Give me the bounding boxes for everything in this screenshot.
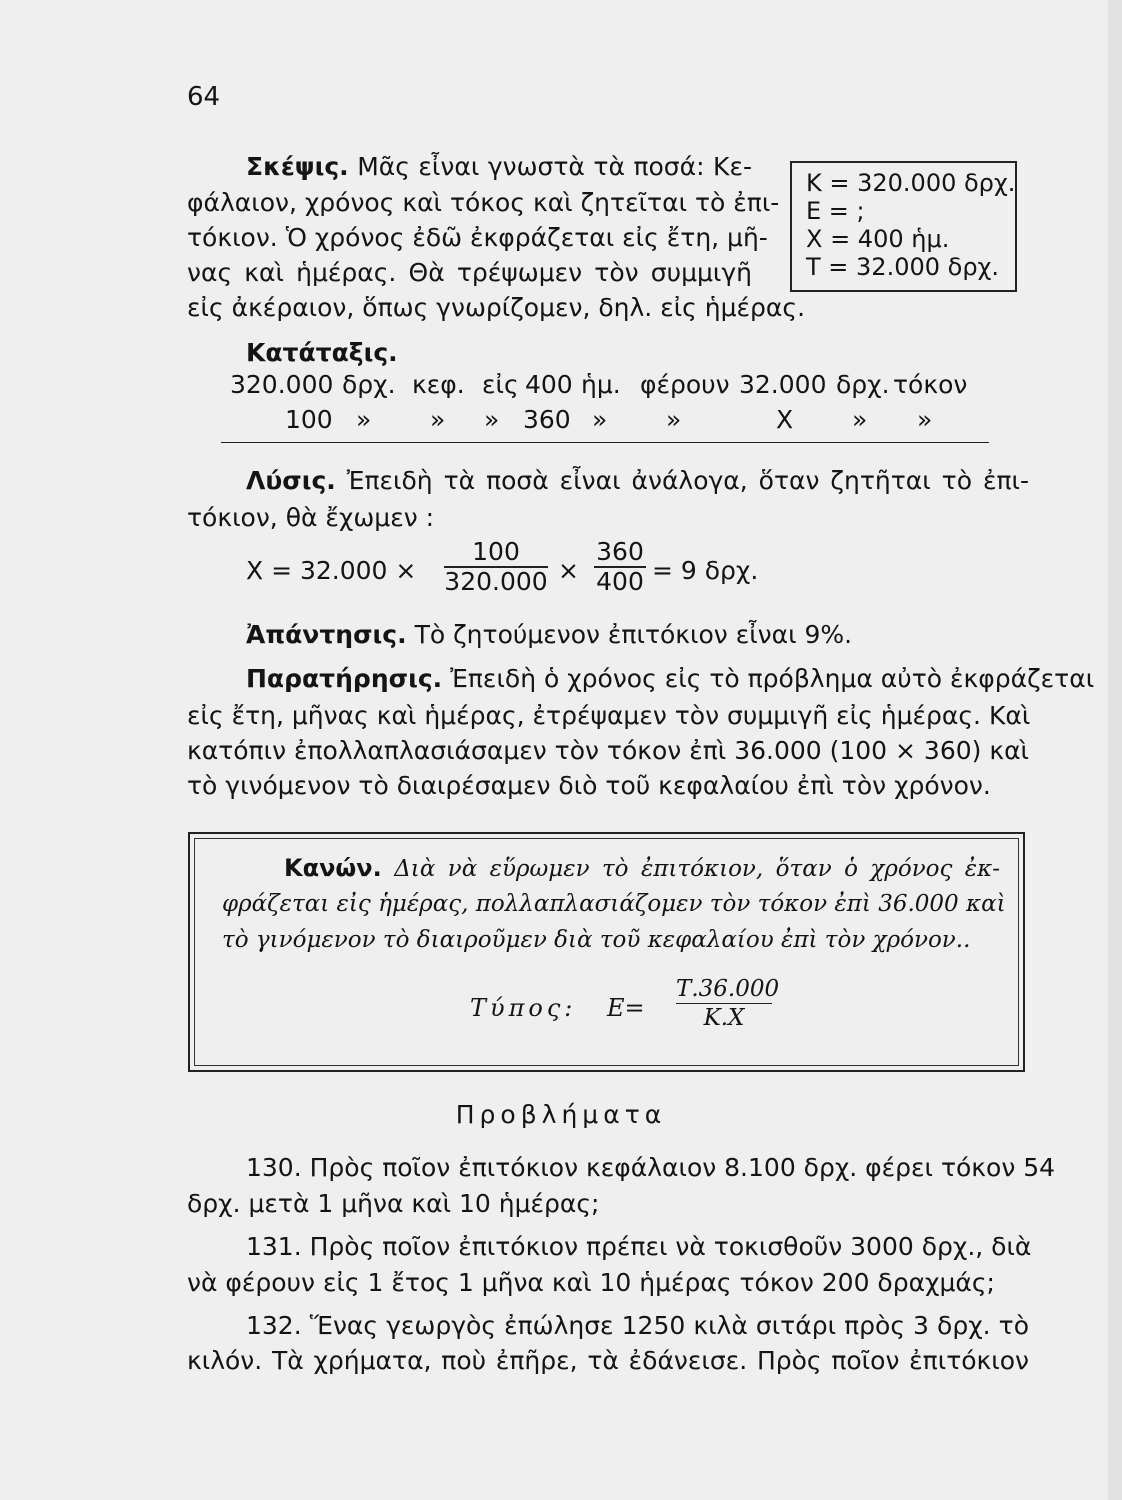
typos-label: Τύπος: bbox=[470, 994, 577, 1022]
paratirisis-text-1: Ἐπειδὴ ὁ χρόνος εἰς τὸ πρόβλημα αὐτὸ ἐκφράζεται bbox=[450, 664, 1095, 693]
typos-fraction bbox=[676, 975, 780, 1032]
formula-lhs: Χ = 32.000 × bbox=[246, 556, 417, 585]
k2-ditto-5: » bbox=[666, 405, 682, 434]
given-rate: Ε = ; bbox=[806, 197, 865, 225]
apantisis-text: Τὸ ζητούμενον ἐπιτόκιον εἶναι 9%. bbox=[414, 620, 853, 649]
problem-131-text-1: Πρὸς ποῖον ἐπιτόκιον πρέπει νὰ τοκισθοῦν 3000 δρχ., διὰ bbox=[309, 1232, 1032, 1261]
problems-heading: Προβλήματα bbox=[455, 1100, 667, 1129]
lysis-line-1 bbox=[246, 466, 1029, 496]
skepsis-paragraph bbox=[246, 152, 752, 182]
problem-132-line-1 bbox=[246, 1311, 1029, 1341]
k2-ditto-2: » bbox=[430, 405, 446, 434]
problem-131-line-2: νὰ φέρουν εἰς 1 ἔτος 1 μῆνα καὶ 10 ἡμέρας τόκον 200 δραχμάς; bbox=[187, 1268, 995, 1297]
k1-tokon: τόκον bbox=[893, 370, 968, 399]
given-interest: Τ = 32.000 δρχ. bbox=[806, 253, 1000, 281]
fraction-1-numerator: 100 bbox=[472, 537, 520, 566]
paratirisis-line-3: κατόπιν ἐπολλαπλασιάσαμεν τὸν τόκον ἐπὶ 36.000 (100 × 360) καὶ bbox=[187, 736, 1030, 765]
paratirisis-paragraph bbox=[246, 664, 1095, 694]
problem-132-text-1: Ἕνας γεωργὸς ἐπώλησε 1250 κιλὰ σιτάρι πρὸς 3 δρχ. τὸ bbox=[309, 1311, 1029, 1340]
given-capital: Κ = 320.000 δρχ. bbox=[806, 169, 1016, 197]
skepsis-paragraph-cont bbox=[187, 188, 806, 323]
problem-130-number: 130. bbox=[246, 1153, 302, 1182]
lysis-line-2: τόκιον, θὰ ἔχωμεν : bbox=[187, 503, 435, 532]
problem-130-line-2: δρχ. μετὰ 1 μῆνα καὶ 10 ἡμέρας; bbox=[187, 1189, 600, 1218]
apantisis-label: Ἀπάντησις. bbox=[246, 620, 407, 649]
k1-drx2: δρχ. bbox=[836, 370, 890, 399]
paratirisis-line-1 bbox=[246, 664, 1095, 694]
k1-capital: 320.000 bbox=[230, 370, 334, 399]
k2-capital: 100 bbox=[285, 405, 333, 434]
page-number: 64 bbox=[187, 82, 221, 112]
katataxis-divider bbox=[221, 442, 989, 443]
problem-131-line-1 bbox=[246, 1232, 1032, 1262]
skepsis-line-1 bbox=[246, 152, 752, 182]
kanon-line-2: φράζεται εἰς ἡμέρας, πολλαπλασιάζομεν τὸν τόκον ἐπὶ 36.000 καὶ bbox=[222, 891, 1006, 917]
lysis-label: Λύσις. bbox=[246, 466, 336, 495]
k2-ditto-4: » bbox=[592, 405, 608, 434]
kanon-line-1 bbox=[284, 853, 1000, 883]
page-edge bbox=[1108, 0, 1122, 1500]
kanon-text-1: Διὰ νὰ εὕρωμεν τὸ ἐπιτόκιον, ὅταν ὁ χρόνος ἐκ- bbox=[394, 856, 1001, 882]
lysis-paragraph bbox=[246, 466, 1029, 496]
k2-ditto-6: » bbox=[852, 405, 868, 434]
formula-fraction-2 bbox=[594, 538, 646, 596]
skepsis-line-4: νας καὶ ἡμέρας. Θὰ τρέψωμεν τὸν συμμιγῆ bbox=[187, 258, 752, 287]
problem-130-line-1 bbox=[246, 1153, 1056, 1183]
k2-ditto-3: » bbox=[484, 405, 500, 434]
k2-ditto-7: » bbox=[917, 405, 933, 434]
formula-fraction-1 bbox=[444, 538, 548, 596]
kanon-label: Κανών. bbox=[284, 854, 382, 882]
typos-denominator: Κ.Χ bbox=[676, 1003, 772, 1032]
problem-132 bbox=[246, 1311, 1029, 1341]
skepsis-line-5: εἰς ἀκέραιον, ὅπως γνωρίζομεν, δηλ. εἰς ἡμέρας. bbox=[187, 293, 806, 322]
k1-kef: κεφ. bbox=[412, 370, 465, 399]
fraction-1-denominator: 320.000 bbox=[444, 567, 548, 596]
typos-lhs: Ε= bbox=[607, 994, 645, 1022]
problem-132-number: 132. bbox=[246, 1311, 302, 1340]
skepsis-line-2: φάλαιον, χρόνος καὶ τόκος καὶ ζητεῖται τὸ ἐπι- bbox=[187, 188, 780, 217]
given-time: Χ = 400 ἡμ. bbox=[806, 225, 950, 253]
problem-130-text-1: Πρὸς ποῖον ἐπιτόκιον κεφάλαιον 8.100 δρχ. φέρει τόκον 54 bbox=[309, 1153, 1056, 1182]
skepsis-label: Σκέψις. bbox=[246, 152, 349, 181]
fraction-2-denominator: 400 bbox=[594, 566, 646, 596]
typos-numerator: Τ.36.000 bbox=[676, 976, 780, 1002]
kanon-line-3: τὸ γινόμενον τὸ διαιροῦμεν διὰ τοῦ κεφαλαίου ἐπὶ τὸν χρόνον.. bbox=[222, 927, 971, 953]
k2-days: 360 bbox=[523, 405, 571, 434]
paratirisis-line-2: εἰς ἔτη, μῆνας καὶ ἡμέρας, ἐτρέψαμεν τὸν συμμιγῆ εἰς ἡμέρας. Καὶ bbox=[187, 701, 1031, 730]
problem-131-number: 131. bbox=[246, 1232, 302, 1261]
apantisis-line bbox=[246, 620, 852, 650]
paratirisis-line-4: τὸ γινόμενον τὸ διαιρέσαμεν διὸ τοῦ κεφαλαίου ἐπὶ τὸν χρόνον. bbox=[187, 771, 991, 800]
paratirisis-label: Παρατήρησις. bbox=[246, 664, 443, 693]
k2-unknown: Χ bbox=[776, 405, 794, 434]
skepsis-line-3: τόκιον. Ὁ χρόνος ἐδῶ ἐκφράζεται εἰς ἔτη, μῆ- bbox=[187, 223, 768, 252]
k1-eis: εἰς bbox=[482, 370, 519, 399]
k1-drx: δρχ. bbox=[342, 370, 396, 399]
k1-interest: 32.000 bbox=[739, 370, 827, 399]
katataxis-label: Κατάταξις. bbox=[246, 338, 398, 367]
formula-times: × bbox=[558, 556, 579, 585]
k1-feroun: φέρουν bbox=[640, 370, 730, 399]
k2-ditto-1: » bbox=[356, 405, 372, 434]
skepsis-text-1: Μᾶς εἶναι γνωστὰ τὰ ποσά: Κε- bbox=[357, 152, 752, 181]
kanon-paragraph-cont bbox=[222, 889, 1006, 955]
lysis-text-1: Ἐπειδὴ τὰ ποσὰ εἶναι ἀνάλογα, ὅταν ζητῆται τὸ ἐπι- bbox=[346, 466, 1030, 495]
problem-132-cont bbox=[187, 1346, 1029, 1376]
formula-rhs: = 9 δρχ. bbox=[652, 556, 759, 585]
problem-131 bbox=[246, 1232, 1032, 1262]
fraction-2-numerator: 360 bbox=[596, 537, 644, 566]
givens-box bbox=[790, 161, 1017, 292]
problem-130 bbox=[246, 1153, 1056, 1183]
paratirisis-paragraph-cont bbox=[187, 701, 1029, 801]
kanon-paragraph bbox=[284, 853, 1000, 883]
problem-132-line-2: κιλόν. Τὰ χρήματα, ποὺ ἐπῆρε, τὰ ἐδάνεισε. Πρὸς ποῖον ἐπιτόκιον bbox=[187, 1346, 1029, 1375]
k1-hm: ἡμ. bbox=[581, 370, 621, 399]
k1-days: 400 bbox=[525, 370, 573, 399]
